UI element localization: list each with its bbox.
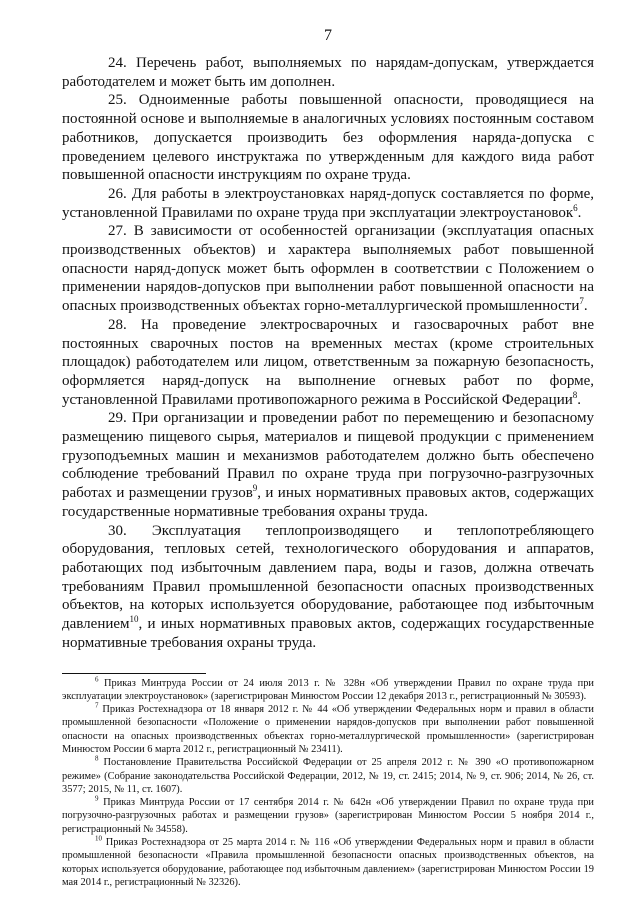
footnote-ref-9[interactable]: 9 — [252, 483, 258, 494]
footnote-8: $^8$ Постановление Правительства Российской Федерации от 25 апреля 2012 г. № 390 «О противопожарном режиме» (Собрание законодательства Российской Федерации, 2012, № 19, ст. 2415; 2014, № 9, ст. 906; 2014, № 26, ст. 3577; 2015, № 11, ст. 1607). — [62, 754, 594, 795]
footnote-number: 6 — [95, 675, 99, 684]
paragraph-30: 30. Эксплуатация теплопроизводящего и теплопотребляющего оборудования, тепловых сетей, технологического оборудования и аппаратов, работающих под избыточным давлением пара, воды и газов, должна отвечать требованиям Правил промышленной безопасности опасных производственных объектов, на которых используется оборудование, работающее под избыточным давлением$^{10}$, и иных нормативных правовых актов, содержащих государственные нормативные требования охраны труда. — [62, 522, 594, 651]
footnote-divider — [62, 673, 206, 674]
footnote-6: $^6$ Приказ Минтруда России от 24 июля 2013 г. № 328н «Об утверждении Правил по охране труда при эксплуатации электроустановок» (зарегистрирован Минюстом России 12 декабря 2013 г., регистрационный № 30593). — [62, 675, 594, 702]
body-text — [62, 54, 594, 653]
footnote-number: 9 — [95, 794, 99, 803]
footnote-ref-6[interactable]: 6 — [573, 202, 578, 213]
footnote-number: 10 — [95, 834, 102, 843]
page-number: 7 — [324, 27, 332, 44]
footnote-10: $^{10}$ Приказ Ростехнадзора от 25 марта 2014 г. № 116 «Об утверждении Федеральных норм и правил в области промышленной безопасности «Правила промышленной безопасности опасных производственных объектов, на которых используется оборудование, работающее под избыточным давлением» (зарегистрирован Минюстом России 19 мая 2014 г., регистрационный № 32326). — [62, 834, 594, 888]
footnote-number: 7 — [95, 701, 99, 710]
paragraph-25: 25. Одноименные работы повышенной опасности, проводящиеся на постоянной основе и выполняемые в аналогичных условиях постоянным составом работников, допускается производить без оформления наряда-допуска с проведением целевого инструктажа по утвержденным для каждого вида работ повышенной опасности инструкциям по охране труда. — [62, 92, 594, 184]
footnote-ref-10[interactable]: 10 — [129, 614, 139, 625]
paragraph-28: 28. На проведение электросварочных и газосварочных работ вне постоянных сварочных постов на временных местах (кроме строительных площадок) работодателем или лицом, ответственным за пожарную безопасность, оформляется наряд-допуск на выполнение огневых работ по форме, установленной Правилами противопожарного режима в Российской Федерации$^8$. — [62, 316, 594, 408]
paragraph-29: 29. При организации и проведении работ по перемещению и безопасному размещению пищевого сырья, материалов и пищевой продукции с применением грузоподъемных машин и механизмов работодателем должно быть обеспечено соблюдение требований Правил по охране труда при погрузочно-разгрузочных работах и размещении грузов$^9$, и иных нормативных правовых актов, содержащих государственные нормативные требования охраны труда. — [62, 410, 594, 520]
footnote-7: $^7$ Приказ Ростехнадзора от 18 января 2012 г. № 44 «Об утверждении Федеральных норм и правил в области промышленной безопасности «Положение о применении нарядов-допусков при выполнении работ повышенной опасности на опасных производственных объектах горно-металлургической промышленности» (зарегистрирован Минюстом России 6 марта 2012 г., регистрационный № 23411). — [62, 701, 594, 755]
paragraph-24: 24. Перечень работ, выполняемых по нарядам-допускам, утверждается работодателем и может быть им дополнен. — [62, 55, 594, 90]
paragraph-26: 26. Для работы в электроустановках наряд-допуск составляется по форме, установленной Правилами по охране труда при эксплуатации электроустановок$^6$. — [62, 185, 594, 221]
footnote-number: 8 — [95, 754, 99, 763]
footnote-ref-8[interactable]: 8 — [572, 389, 578, 400]
footnote-ref-7[interactable]: 7 — [579, 296, 584, 307]
footnote-9: $^9$ Приказ Минтруда России от 17 сентября 2014 г. № 642н «Об утверждении Правил по охране труда при погрузочно-разгрузочных работах и размещении грузов» (зарегистрирован Минюстом России 5 ноября 2014 г., регистрационный № 34558). — [62, 794, 594, 835]
paragraph-27: 27. В зависимости от особенностей организации (эксплуатация опасных производственных объектов) и характера выполняемых работ повышенной опасности наряд-допуск может быть оформлен в соответствии с Положением о применении нарядов-допусков при выполнении работ повышенной опасности на опасных производственных объектах горно-металлургической промышленности$^7$. — [62, 223, 594, 315]
footnotes — [62, 677, 594, 890]
